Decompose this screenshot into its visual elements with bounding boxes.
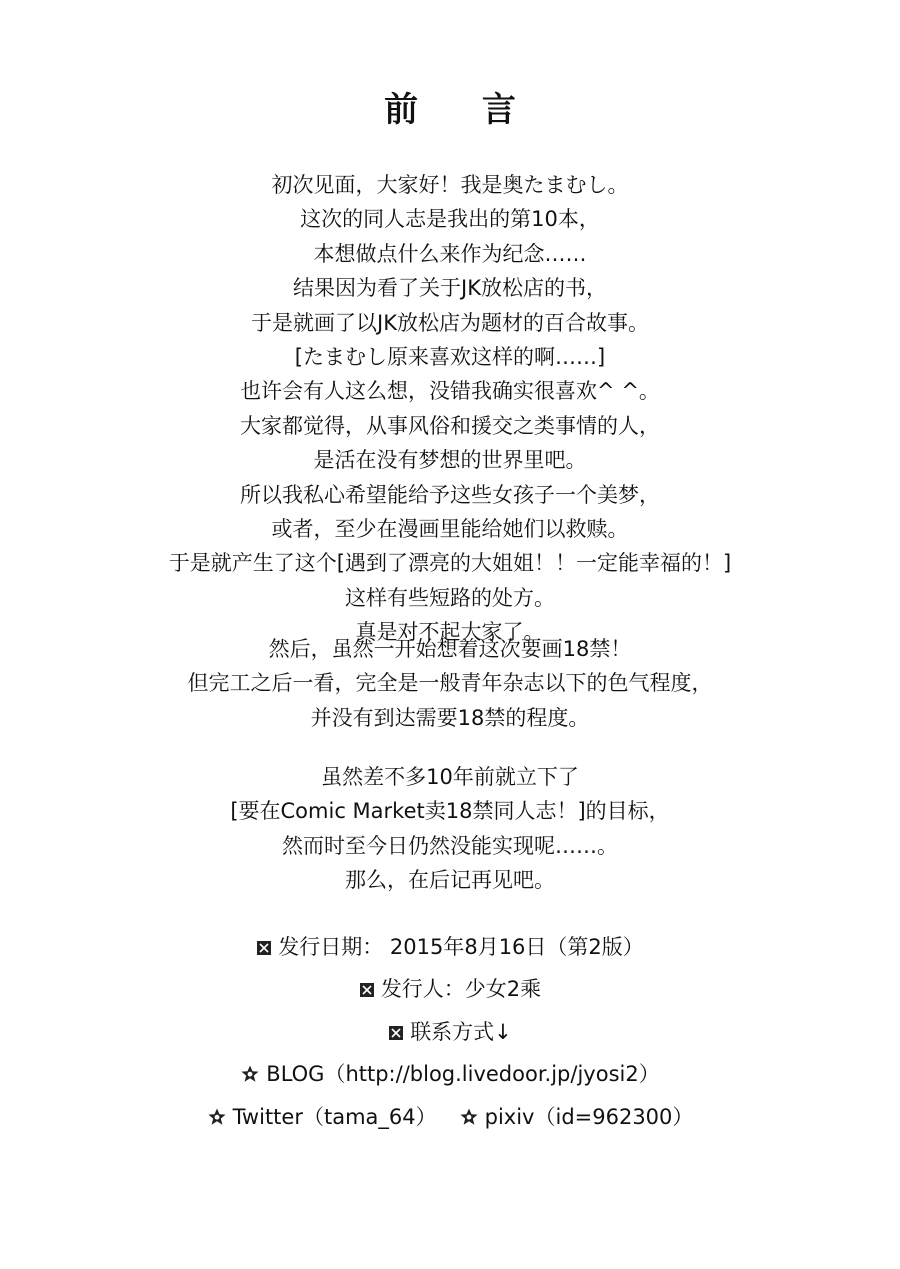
- text-line: 这次的同人志是我出的第10本，: [300, 207, 600, 232]
- contact-heading-line: [0, 1011, 900, 1053]
- text-line: 结果因为看了关于JK放松店的书，: [293, 276, 607, 301]
- text-line: [たまむし原来喜欢这样的啊……]: [294, 344, 606, 369]
- text-line: 本想做点什么来作为纪念……: [313, 241, 587, 266]
- publish-date-line: [0, 926, 900, 968]
- blog-line: [0, 1053, 900, 1095]
- text-line: 但完工之后一看，完全是一般青年杂志以下的色气程度，: [187, 671, 713, 696]
- text-line: 于是就画了以JK放松店为题材的百合故事。: [251, 310, 649, 335]
- text-line: 这样有些短路的处方。: [345, 585, 555, 610]
- text-line: 也许会有人这么想，没错我确实很喜欢^ ^。: [240, 379, 660, 404]
- text-line: 初次见面，大家好！我是奥たまむし。: [271, 173, 629, 197]
- sns-line: [0, 1096, 900, 1138]
- publish-date: 发行日期： 2015年8月16日（第2版）: [278, 935, 644, 959]
- text-line: 真是对不起大家了。: [355, 620, 545, 645]
- boxed-x-bullet-icon: [256, 940, 272, 956]
- text-line: [要在Comic Market卖18禁同人志！]的目标，: [230, 799, 670, 824]
- boxed-x-bullet-icon: [359, 982, 375, 998]
- text-line: 然后，虽然一开始想着这次要画18禁！: [268, 637, 632, 661]
- preface-paragraph-2: [0, 632, 900, 735]
- star-icon: [207, 1107, 227, 1127]
- publisher: 发行人：少女2乘: [380, 977, 542, 1002]
- text-line: 虽然差不多10年前就立下了: [321, 765, 579, 789]
- boxed-x-bullet-icon: [388, 1025, 404, 1041]
- blog-link[interactable]: BLOG（http://blog.livedoor.jp/jyosi2）: [266, 1062, 660, 1087]
- publisher-line: [0, 968, 900, 1010]
- star-icon: [459, 1107, 479, 1127]
- twitter-link[interactable]: Twitter（tama_64）: [232, 1104, 437, 1129]
- text-line: 是活在没有梦想的世界里吧。: [313, 448, 587, 473]
- publication-info: [0, 926, 900, 1138]
- text-line: 那么，在后记再见吧。: [345, 868, 555, 893]
- page-title: 前 言: [384, 90, 542, 130]
- star-icon: [240, 1064, 260, 1084]
- text-line: 所以我私心希望能给予这些女孩子一个美梦，: [240, 482, 660, 507]
- contact-heading: 联系方式↓: [410, 1019, 512, 1044]
- text-line: 大家都觉得，从事风俗和援交之类事情的人，: [240, 413, 660, 438]
- pixiv-link[interactable]: pixiv（id=962300）: [484, 1104, 694, 1129]
- text-line: 于是就产生了这个[遇到了漂亮的大姐姐！！一定能幸福的！]: [168, 551, 732, 576]
- text-line: 或者，至少在漫画里能给她们以救赎。: [271, 516, 629, 541]
- preface-paragraph-3: [0, 760, 900, 898]
- text-line: 并没有到达需要18禁的程度。: [310, 705, 590, 730]
- preface-paragraph-1: [0, 168, 900, 649]
- text-line: 然而时至今日仍然没能实现呢……。: [282, 833, 618, 858]
